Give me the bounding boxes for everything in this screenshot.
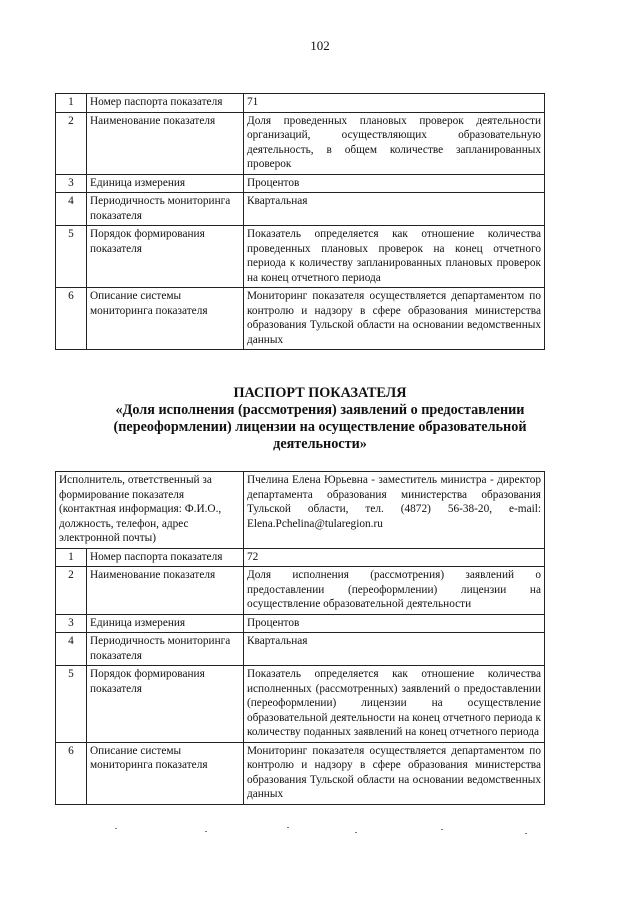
- table-row: [56, 174, 545, 193]
- row-number: 3: [56, 614, 87, 633]
- passport-title: ПАСПОРТ ПОКАЗАТЕЛЯ: [233, 385, 407, 401]
- row-label: Наименование показателя: [87, 567, 244, 615]
- scan-noise: [55, 826, 545, 836]
- row-number: 4: [56, 193, 87, 226]
- row-value: Мониторинг показателя осуществляется департаментом по контролю и надзору в сфере образования министерства образования Тульской области на основании ведомственных данных: [244, 288, 545, 350]
- table-row: [56, 614, 545, 633]
- table-row: [56, 288, 545, 350]
- row-label: Наименование показателя: [87, 112, 244, 174]
- row-label: Единица измерения: [87, 614, 244, 633]
- table-row: [56, 226, 545, 288]
- passport-subtitle: «Доля исполнения (рассмотрения) заявлений о предоставлении (переоформлении) лицензии на осуществление образовательной деятельности»: [113, 402, 527, 452]
- row-number: 2: [56, 567, 87, 615]
- table-row: [56, 112, 545, 174]
- row-label: Номер паспорта показателя: [87, 548, 244, 567]
- row-value: Процентов: [244, 614, 545, 633]
- row-number: 2: [56, 112, 87, 174]
- row-number: 6: [56, 288, 87, 350]
- row-number: 1: [56, 548, 87, 567]
- row-number: 5: [56, 666, 87, 743]
- row-value: Мониторинг показателя осуществляется департаментом по контролю и надзору в сфере образования министерства образования Тульской области на основании ведомственных данных: [244, 742, 545, 804]
- scan-speck: [205, 831, 207, 832]
- row-label: Единица измерения: [87, 174, 244, 193]
- row-label: Порядок формирования показателя: [87, 666, 244, 743]
- scan-speck: [355, 832, 357, 833]
- row-value: Квартальная: [244, 193, 545, 226]
- scan-speck: [115, 828, 117, 829]
- row-number: 4: [56, 633, 87, 666]
- row-value: Квартальная: [244, 633, 545, 666]
- row-label: Периодичность мониторинга показателя: [87, 633, 244, 666]
- table-row: [56, 633, 545, 666]
- table-row: [56, 666, 545, 743]
- scan-speck: [287, 827, 289, 828]
- table-row: [56, 742, 545, 804]
- row-label: Порядок формирования показателя: [87, 226, 244, 288]
- passport-heading: [70, 385, 570, 453]
- row-value: 72: [244, 548, 545, 567]
- indicator-passport-table-72: [55, 471, 545, 805]
- row-label: Номер паспорта показателя: [87, 94, 244, 113]
- row-value: Показатель определяется как отношение количества исполненных (рассмотренных) заявлений о предоставлении (переоформлении) лицензии на осуществление образовательной деятельности на конец отчетного периода к количеству поданных заявлений на конец отчетного периода: [244, 666, 545, 743]
- table-row: [56, 548, 545, 567]
- row-value: Показатель определяется как отношение количества проведенных плановых проверок на конец отчетного периода к количеству запланированных плановых проверок на конец отчетного периода: [244, 226, 545, 288]
- row-number: 6: [56, 742, 87, 804]
- row-value: Процентов: [244, 174, 545, 193]
- row-number: 5: [56, 226, 87, 288]
- row-number: 3: [56, 174, 87, 193]
- indicator-passport-table-71: [55, 93, 545, 350]
- executor-label: Исполнитель, ответственный за формирование показателя (контактная информация: Ф.И.О., должность, телефон, адрес электронной почты): [56, 472, 244, 549]
- row-value: Доля исполнения (рассмотрения) заявлений о предоставлении (переоформлении) лицензии на осуществление образовательной деятельности: [244, 567, 545, 615]
- row-label: Периодичность мониторинга показателя: [87, 193, 244, 226]
- table-row: [56, 193, 545, 226]
- executor-row: [56, 472, 545, 549]
- scan-speck: [441, 829, 443, 830]
- page-number: 102: [310, 38, 330, 53]
- row-number: 1: [56, 94, 87, 113]
- scan-speck: [525, 833, 527, 834]
- row-label: Описание системы мониторинга показателя: [87, 288, 244, 350]
- executor-value: Пчелина Елена Юрьевна - заместитель министра - директор департамента образования министерства образования Тульской области, тел. (4872) 56-38-20, e-mail: Elena.Pchelina@tularegion.ru: [244, 472, 545, 549]
- row-value: 71: [244, 94, 545, 113]
- row-value: Доля проведенных плановых проверок деятельности организаций, осуществляющих образовательную деятельность, в общем количестве запланированных проверок: [244, 112, 545, 174]
- row-label: Описание системы мониторинга показателя: [87, 742, 244, 804]
- table-row: [56, 94, 545, 113]
- table-row: [56, 567, 545, 615]
